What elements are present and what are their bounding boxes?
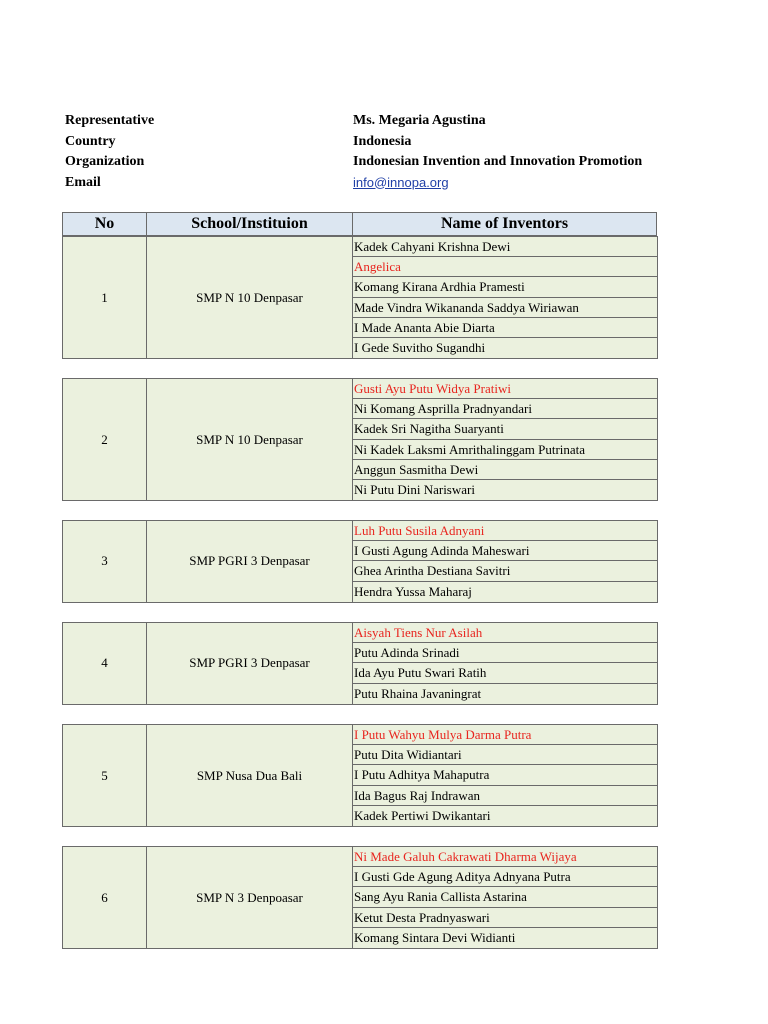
- header-inventors: Name of Inventors: [440, 215, 569, 232]
- representative-label: Representative: [65, 113, 155, 128]
- inventor-name: Komang Kirana Ardhia Pramesti: [353, 277, 657, 297]
- team-leader-name: I Putu Wahyu Mulya Darma Putra: [353, 725, 657, 745]
- inventor-name: Anggun Sasmitha Dewi: [353, 460, 657, 480]
- organization-label: Organization: [65, 154, 145, 169]
- school-name: SMP PGRI 3 Denpasar: [147, 521, 353, 602]
- school-group: [62, 236, 658, 359]
- email-value: [353, 173, 658, 194]
- inventor-list: [353, 237, 657, 358]
- inventor-name: Kadek Pertiwi Dwikantari: [354, 807, 491, 823]
- inventor-name: Ketut Desta Pradnyaswari: [353, 908, 657, 928]
- team-leader-name: Angelica: [353, 257, 657, 277]
- inventor-list: [353, 725, 657, 826]
- school-group: [62, 378, 658, 501]
- inventor-list: [353, 847, 657, 948]
- school-name: SMP N 10 Denpasar: [147, 379, 353, 500]
- email-link[interactable]: info@innopa.org: [353, 174, 449, 190]
- team-leader-name: Luh Putu Susila Adnyani: [353, 521, 657, 541]
- team-leader-name: Gusti Ayu Putu Widya Pratiwi: [353, 379, 657, 399]
- inventor-name: Made Vindra Wikananda Saddya Wiriawan: [353, 298, 657, 318]
- school-group: [62, 520, 658, 603]
- representative-row: [65, 111, 665, 132]
- team-leader-name: Aisyah Tiens Nur Asilah: [353, 623, 657, 643]
- inventor-list: [353, 379, 657, 500]
- inventor-name: Ni Komang Asprilla Pradnyandari: [353, 399, 657, 419]
- inventor-name: Ni Kadek Laksmi Amrithalinggam Putrinata: [353, 440, 657, 460]
- header-no: No: [63, 213, 147, 235]
- table-header: [62, 212, 657, 236]
- header-school: School/Instituion: [147, 213, 353, 235]
- inventor-name: I Putu Adhitya Mahaputra: [353, 765, 657, 785]
- inventor-name: Ida Bagus Raj Indrawan: [353, 786, 657, 806]
- school-group: [62, 846, 658, 949]
- school-name: SMP PGRI 3 Denpasar: [147, 623, 353, 704]
- school-group: [62, 724, 658, 827]
- group-number: 3: [63, 521, 147, 602]
- school-name: SMP Nusa Dua Bali: [147, 725, 353, 826]
- group-number: 4: [63, 623, 147, 704]
- inventor-name: Putu Adinda Srinadi: [353, 643, 657, 663]
- email-label: Email: [65, 174, 101, 190]
- inventor-name: Kadek Sri Nagitha Suaryanti: [353, 419, 657, 439]
- country-value: Indonesia: [353, 133, 412, 149]
- inventor-name: Putu Dita Widiantari: [353, 745, 657, 765]
- organization-row: [65, 152, 665, 173]
- inventor-name: Hendra Yussa Maharaj: [354, 583, 472, 599]
- school-name: SMP N 10 Denpasar: [147, 237, 353, 358]
- inventor-name: Komang Sintara Devi Widianti: [354, 929, 516, 945]
- email-row: [65, 173, 665, 194]
- inventor-name: Kadek Cahyani Krishna Dewi: [353, 237, 657, 257]
- team-leader-name: Ni Made Galuh Cakrawati Dharma Wijaya: [353, 847, 657, 867]
- inventor-name: Ni Putu Dini Nariswari: [354, 481, 475, 497]
- inventor-list: [353, 521, 657, 602]
- organization-value: Indonesian Invention and Innovation Promotion: [353, 154, 643, 169]
- inventor-name: I Gusti Agung Adinda Maheswari: [353, 541, 657, 561]
- inventor-name: Ghea Arintha Destiana Savitri: [353, 561, 657, 581]
- inventor-name: I Gusti Gde Agung Aditya Adnyana Putra: [353, 867, 657, 887]
- inventor-name: I Made Ananta Abie Diarta: [353, 318, 657, 338]
- group-number: 5: [63, 725, 147, 826]
- inventor-name: Sang Ayu Rania Callista Astarina: [353, 887, 657, 907]
- school-group: [62, 622, 658, 705]
- country-label: Country: [65, 133, 116, 149]
- group-number: 1: [63, 237, 147, 358]
- school-name: SMP N 3 Denpoasar: [147, 847, 353, 948]
- inventor-name: Ida Ayu Putu Swari Ratih: [353, 663, 657, 683]
- inventor-name: I Gede Suvitho Sugandhi: [354, 339, 486, 355]
- representative-value: Ms. Megaria Agustina: [353, 113, 486, 128]
- group-number: 2: [63, 379, 147, 500]
- inventor-list: [353, 623, 657, 704]
- country-row: [65, 132, 665, 153]
- group-number: 6: [63, 847, 147, 948]
- contact-info: [65, 111, 665, 193]
- inventor-name: Putu Rhaina Javaningrat: [354, 685, 482, 701]
